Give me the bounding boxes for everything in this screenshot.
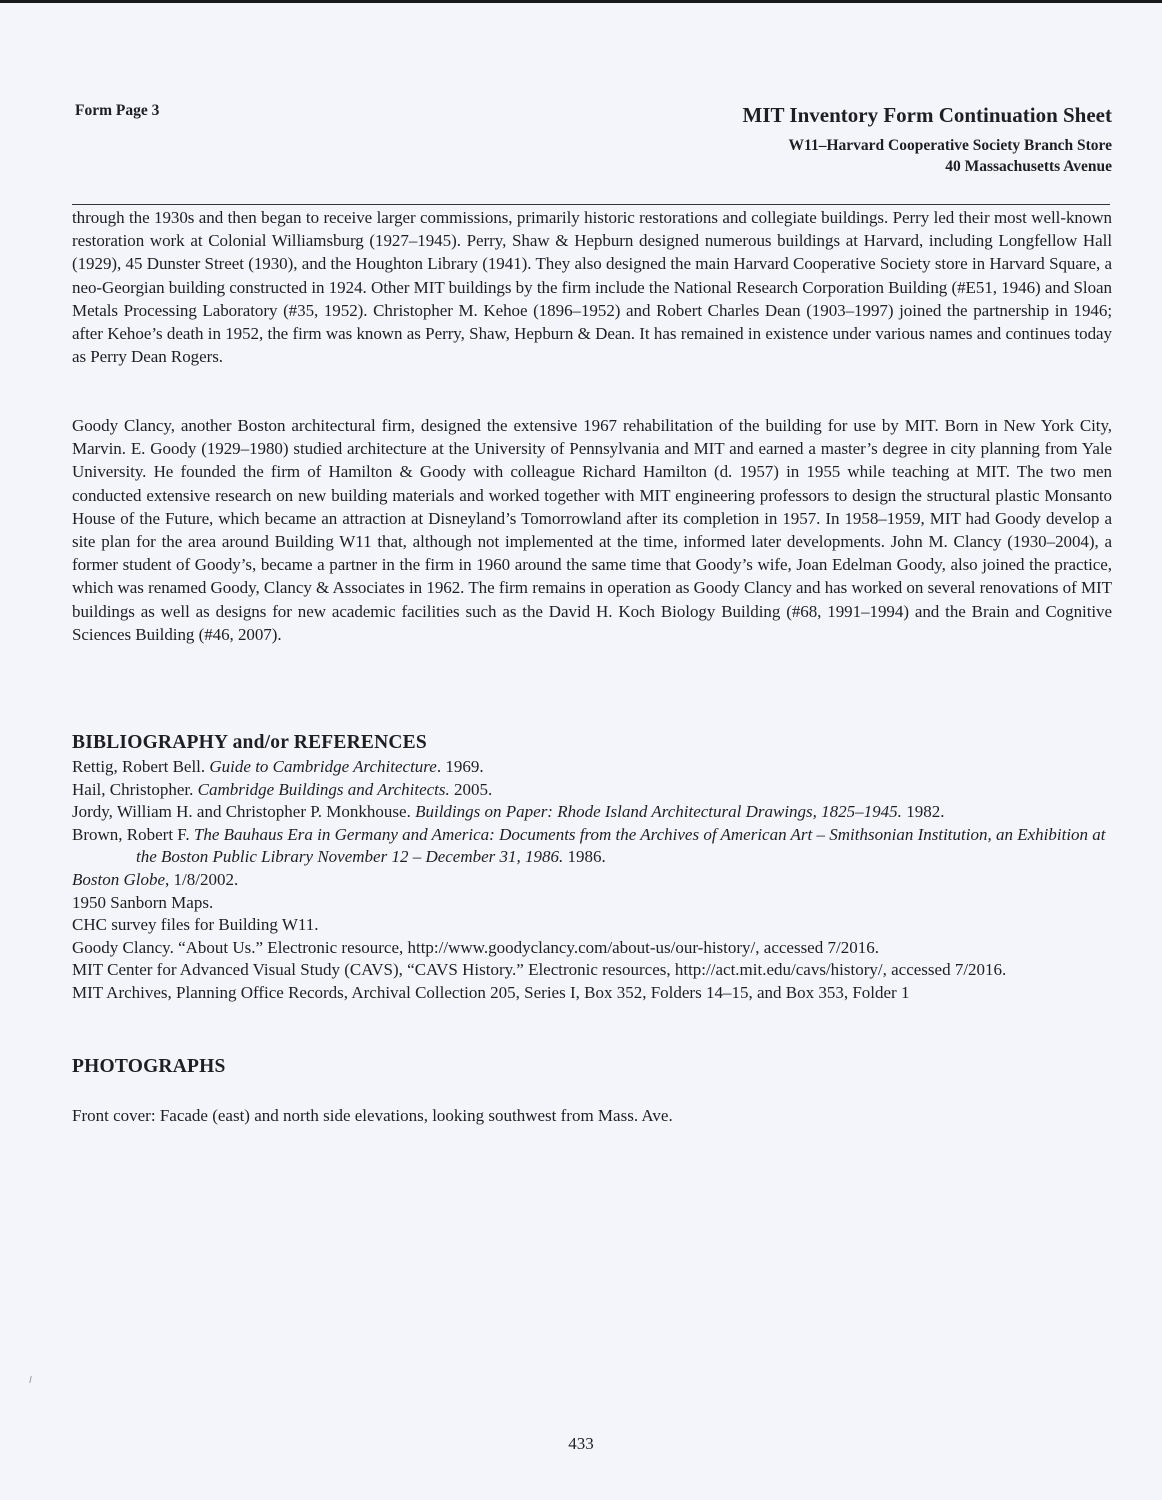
photographs-heading: PHOTOGRAPHS (72, 1056, 226, 1077)
bibliography-entry (72, 937, 1117, 960)
bibliography-entry (72, 824, 1117, 869)
bibliography-entry-before: Hail, Christopher. (72, 779, 198, 799)
bibliography-entry-italic: Boston Globe (72, 869, 166, 889)
bibliography-entry-before: Rettig, Robert Bell. (72, 757, 210, 776)
sheet-header (743, 102, 1112, 177)
photograph-caption: Front cover: Facade (east) and north side elevations, looking southwest from Mass. Ave. (72, 1106, 673, 1125)
form-page-label: Form Page 3 (75, 102, 160, 119)
bibliography-entry (72, 801, 1117, 824)
bibliography-entry-before: Jordy, William H. and Christopher P. Monkhouse. (72, 802, 416, 822)
bibliography-entry-italic: Buildings on Paper: Rhode Island Architectural Drawings, 1825–1945. (415, 802, 902, 822)
bibliography-entry (72, 914, 1117, 937)
bibliography-entry-after: 1982. (901, 802, 945, 822)
top-border-line (0, 0, 1162, 3)
bibliography-entry-before: Brown, Robert F. (72, 824, 194, 844)
bibliography-entry-before: MIT Center for Advanced Visual Study (CAVS), “CAVS History.” Electronic resources, http://act.mit.edu/cavs/history/, accessed 7/2016. (72, 960, 1007, 980)
bibliography-entry-italic: The Bauhaus Era in Germany and America: Documents from the Archives of American Art – Smithsonian Institution, an Exhibition at the Boston Public Library November 12 – December 31, 1986. (136, 824, 1106, 867)
bibliography-entry (72, 756, 1117, 779)
bibliography-entry (72, 892, 1117, 915)
sheet-title: MIT Inventory Form Continuation Sheet (742, 103, 1112, 127)
building-address: 40 Massachusetts Avenue (945, 158, 1112, 175)
bibliography-entry-italic: Cambridge Buildings and Architects. (197, 779, 450, 799)
bibliography-list (72, 756, 1117, 1005)
bibliography-entry-after: . 1969. (436, 757, 484, 776)
bibliography-entry-italic: Guide to Cambridge Architecture (209, 757, 437, 776)
header-divider (72, 204, 1110, 205)
bibliography-entry (72, 869, 1117, 892)
scan-mark (29, 1376, 31, 1383)
body-paragraph-2: Goody Clancy, another Boston architectural firm, designed the extensive 1967 rehabilitation of the building for use by MIT. Born in New York City, Marvin. E. Goody (1929–1980) studied architecture at the University of Pennsylvania and MIT and earned a master’s degree in city planning from Yale University. He founded the firm of Hamilton & Goody with colleague Richard Hamilton (d. 1957) in 1955 while teaching at MIT. The two men conducted extensive research on new building materials and worked together with MIT engineering professors to design the structural plastic Monsanto House of the Future, which became an attraction at Disneyland’s Tomorrowland after its completion in 1957. In 1958–1959, MIT had Goody develop a site plan for the area around Building W11 that, although not implemented at the time, informed later developments. John M. Clancy (1930–2004), a former student of Goody’s, became a partner in the firm in 1960 around the same time that Goody’s wife, Joan Edelman Goody, also joined the practice, which was renamed Goody, Clancy & Associates in 1962. The firm remains in operation as Goody Clancy and has worked on several renovations of MIT buildings as well as designs for new academic facilities such as the David H. Koch Biology Building (#68, 1991–1994) and the Brain and Cognitive Sciences Building (#46, 2007). (72, 416, 1112, 644)
bibliography-entry-before: MIT Archives, Planning Office Records, Archival Collection 205, Series I, Box 352, Folders 14–15, and Box 353, Folder 1 (72, 982, 910, 1002)
bibliography-entry-after: , 1/8/2002. (165, 869, 239, 889)
bibliography-entry-before: 1950 Sanborn Maps. (72, 892, 214, 912)
building-name: W11–Harvard Cooperative Society Branch Store (788, 137, 1112, 154)
bibliography-entry-after: 2005. (449, 779, 493, 799)
bibliography-entry-after: 1986. (563, 847, 606, 867)
bibliography-entry (72, 982, 1117, 1005)
bibliography-entry (72, 779, 1117, 802)
bibliography-entry-before: Goody Clancy. “About Us.” Electronic resource, http://www.goodyclancy.com/about-us/our-history/, accessed 7/2016. (72, 937, 879, 957)
page-number: 433 (568, 1434, 594, 1453)
body-paragraph-1: through the 1930s and then began to receive larger commissions, primarily historic restorations and collegiate buildings. Perry led their most well-known restoration work at Colonial Williamsburg (1927–1945). Perry, Shaw & Hepburn designed numerous buildings at Harvard, including Longfellow Hall (1929), 45 Dunster Street (1930), and the Houghton Library (1941). They also designed the main Harvard Cooperative Society store in Harvard Square, a neo-Georgian building constructed in 1924. Other MIT buildings by the firm include the National Research Corporation Building (#E51, 1946) and Sloan Metals Processing Laboratory (#35, 1952). Christopher M. Kehoe (1896–1952) and Robert Charles Dean (1903–1997) joined the partnership in 1946; after Kehoe’s death in 1952, the firm was known as Perry, Shaw, Hepburn & Dean. It has remained in existence under various names and continues today as Perry Dean Rogers. (72, 208, 1112, 367)
bibliography-entry (72, 959, 1117, 982)
bibliography-heading: BIBLIOGRAPHY and/or REFERENCES (72, 732, 427, 753)
bibliography-entry-before: CHC survey files for Building W11. (72, 915, 319, 935)
